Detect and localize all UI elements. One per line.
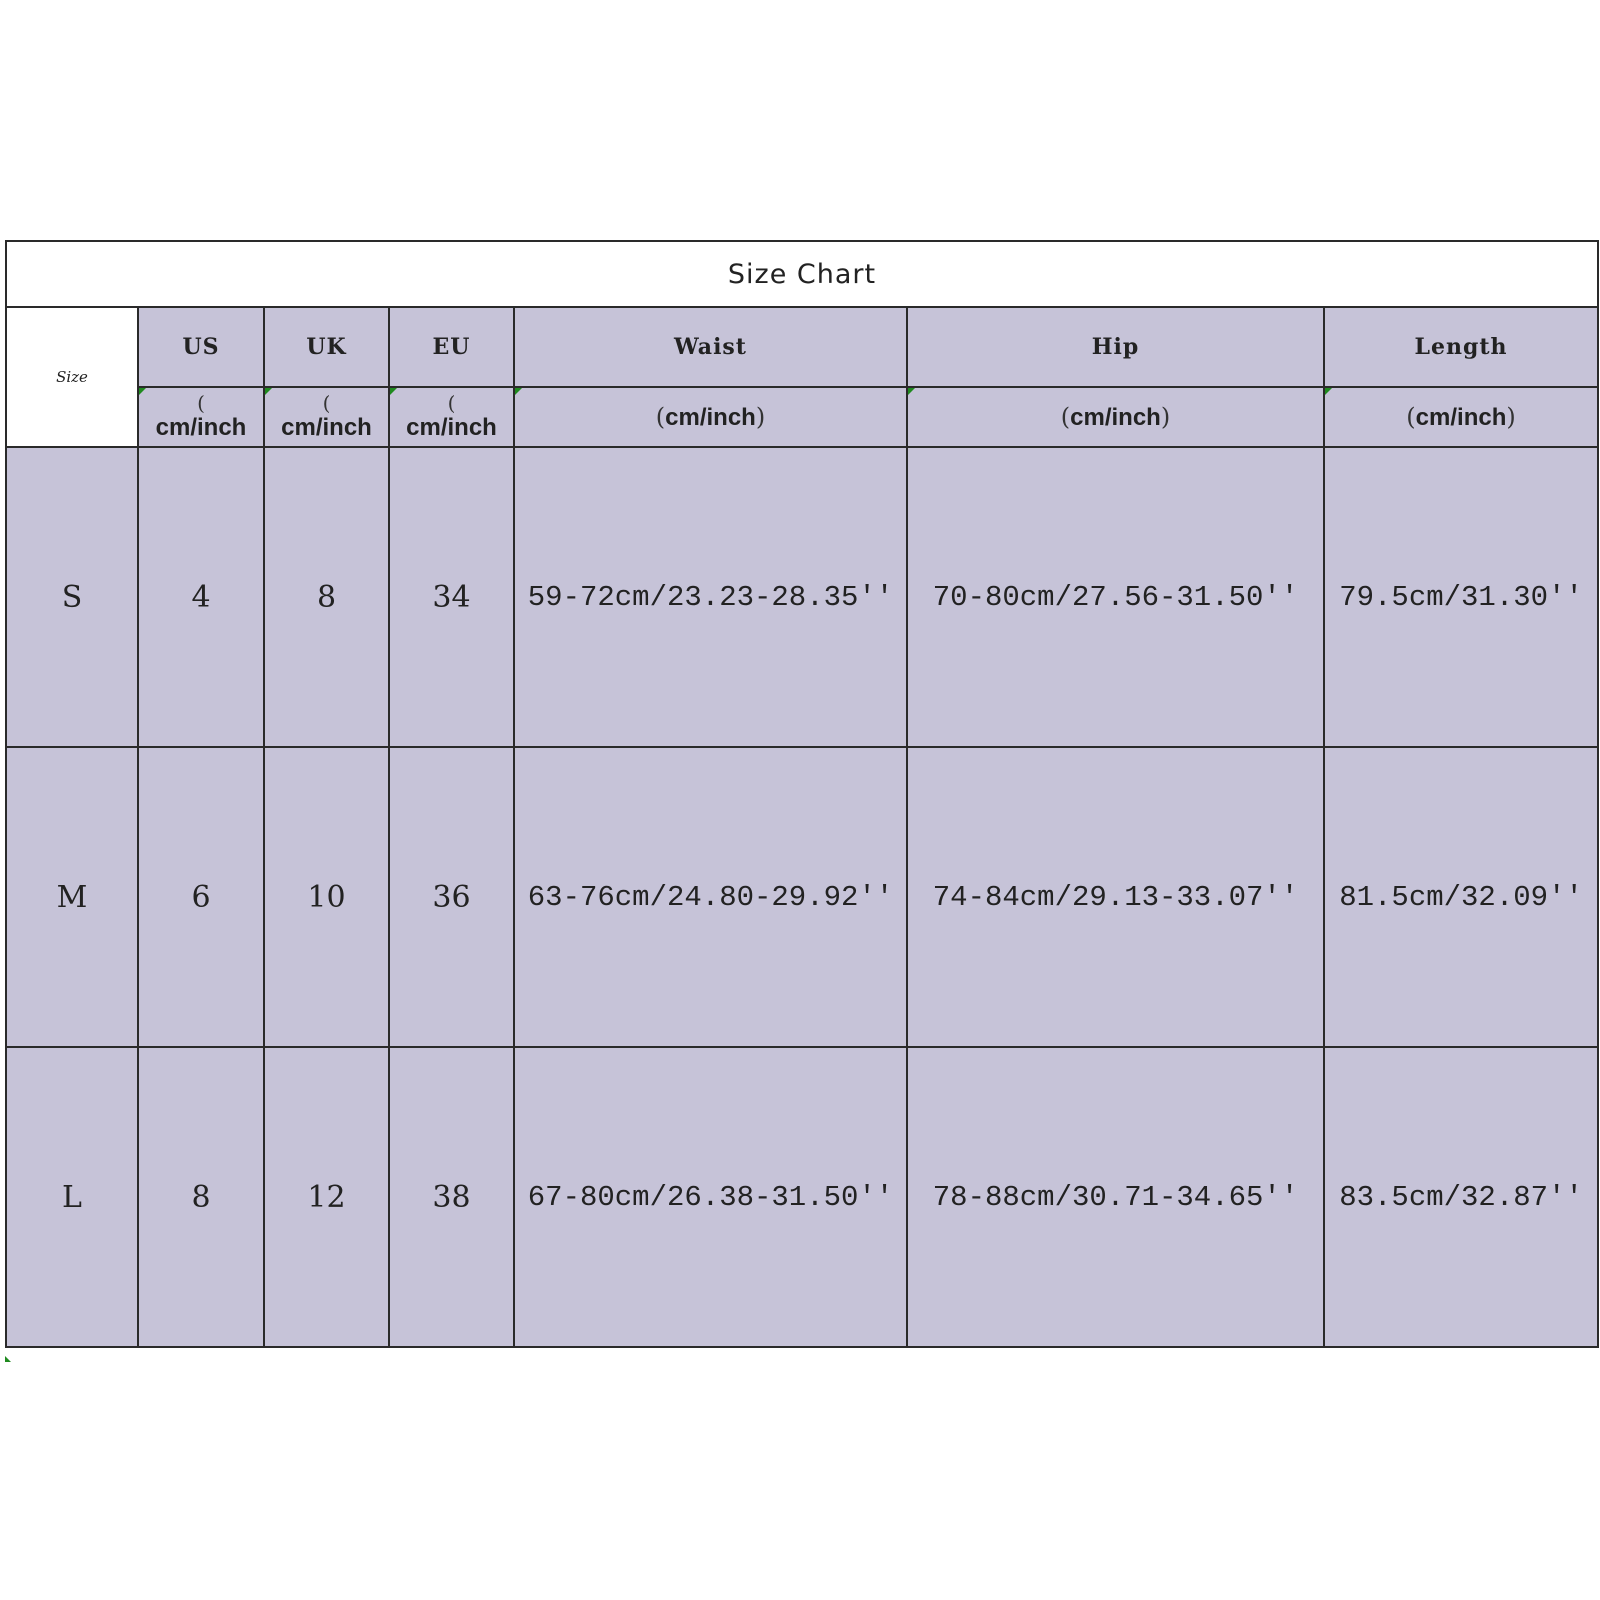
unit-label: cm/inch [665,403,756,431]
uk-cell: 10 [264,747,389,1047]
size-chart-table [5,240,1599,1348]
waist-unit-cell [514,387,907,447]
unit-open-paren: ( [447,391,456,415]
eu-unit-cell [389,387,514,447]
unit-close-paren: ) [1160,402,1171,431]
unit-label: cm/inch [281,414,372,441]
uk-cell: 8 [264,447,389,747]
uk-unit-cell [264,387,389,447]
waist-cell: 63-76cm/24.80-29.92'' [514,747,907,1047]
cell-marker-icon [908,388,915,395]
us-column-header: US [138,307,264,387]
hip-cell: 70-80cm/27.56-31.50'' [907,447,1324,747]
cell-marker-icon [515,388,522,395]
table-row [6,447,1598,747]
us-cell: 6 [138,747,264,1047]
waist-cell: 59-72cm/23.23-28.35'' [514,447,907,747]
size-column-header: Size [6,307,138,447]
length-cell: 79.5cm/31.30'' [1324,447,1598,747]
us-cell: 4 [138,447,264,747]
eu-cell: 38 [389,1047,514,1347]
uk-cell: 12 [264,1047,389,1347]
corner-marker-icon [5,1356,11,1362]
size-cell: S [6,447,138,747]
hip-unit-cell [907,387,1324,447]
unit-open-paren: ( [655,402,666,431]
length-unit-cell [1324,387,1598,447]
unit-open-paren: ( [322,391,331,415]
eu-column-header: EU [389,307,514,387]
length-column-header: Length [1324,307,1598,387]
unit-close-paren: ) [1506,402,1516,431]
unit-open-paren: ( [1060,402,1071,431]
waist-cell: 67-80cm/26.38-31.50'' [514,1047,907,1347]
cell-marker-icon [1325,388,1332,395]
cell-marker-icon [390,388,397,395]
length-cell: 81.5cm/32.09'' [1324,747,1598,1047]
us-unit-cell [138,387,264,447]
table-row [6,1047,1598,1347]
unit-label: cm/inch [155,414,247,441]
unit-row [6,387,1598,447]
uk-column-header: UK [264,307,389,387]
cell-marker-icon [139,388,146,395]
size-cell: L [6,1047,138,1347]
unit-open-paren: ( [1406,402,1416,431]
cell-marker-icon [265,388,272,395]
unit-close-paren: ) [755,402,766,431]
unit-label: cm/inch [406,414,497,441]
length-cell: 83.5cm/32.87'' [1324,1047,1598,1347]
unit-label: cm/inch [1415,403,1507,431]
title-row [6,241,1598,307]
table-title: Size Chart [6,241,1598,307]
table-row [6,747,1598,1047]
size-cell: M [6,747,138,1047]
eu-cell: 34 [389,447,514,747]
eu-cell: 36 [389,747,514,1047]
us-cell: 8 [138,1047,264,1347]
hip-cell: 74-84cm/29.13-33.07'' [907,747,1324,1047]
header-row [6,307,1598,387]
unit-label: cm/inch [1070,403,1161,431]
unit-open-paren: ( [197,391,205,415]
hip-column-header: Hip [907,307,1324,387]
waist-column-header: Waist [514,307,907,387]
hip-cell: 78-88cm/30.71-34.65'' [907,1047,1324,1347]
